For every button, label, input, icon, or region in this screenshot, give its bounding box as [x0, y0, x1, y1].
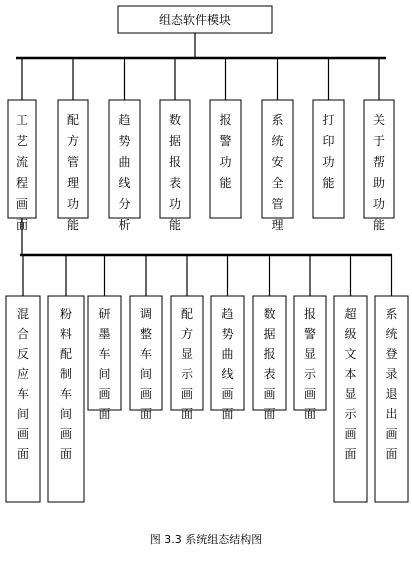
level2-label: 趋势曲线画面	[221, 307, 234, 421]
level2-node	[6, 296, 40, 502]
level2-node	[253, 296, 286, 421]
level1-label: 配方管理功能	[66, 113, 80, 232]
level1-nodes	[8, 100, 394, 232]
root-label: 组态软件模块	[158, 13, 232, 27]
level1-node	[109, 100, 140, 232]
level2-label: 系统登录退出画面	[385, 307, 398, 461]
level1-node	[8, 100, 36, 232]
level2-node	[130, 296, 162, 421]
level1-label: 趋势曲线分析	[118, 113, 131, 232]
figure-caption: 图 3.3 系统组态结构图	[149, 533, 263, 546]
level1-label: 打印功能	[322, 113, 335, 190]
level2-label: 报警显示画面	[303, 307, 317, 421]
level1-node	[58, 100, 88, 232]
level2-node	[171, 296, 203, 421]
level1-label: 报警功能	[219, 113, 232, 190]
level2-label: 配方显示画面	[180, 307, 194, 421]
level1-node	[364, 100, 394, 232]
level2-nodes	[6, 296, 408, 502]
level1-node	[160, 100, 190, 232]
level1-node	[262, 100, 293, 232]
level2-label: 研墨车间画面	[98, 307, 111, 421]
root-node	[118, 6, 272, 33]
level1-node	[210, 100, 241, 218]
level1-label: 工艺流程画面	[15, 113, 29, 232]
level2-node	[334, 296, 367, 502]
level2-label: 混合反应车间画面	[16, 307, 30, 461]
level2-label: 超级文本显示画面	[344, 307, 357, 461]
level2-node	[48, 296, 84, 502]
level1-label: 关于帮助功能	[372, 113, 386, 232]
level2-label: 粉料配制车间画面	[59, 307, 73, 461]
level2-node	[211, 296, 244, 421]
level2-node	[88, 296, 121, 421]
level1-label: 系统安全管理	[271, 113, 284, 232]
level1-label: 数据报表功能	[168, 113, 182, 232]
level2-label: 调整车间画面	[139, 307, 153, 421]
level2-node	[375, 296, 408, 502]
level2-node	[294, 296, 326, 421]
level1-node	[313, 100, 344, 218]
level2-label: 数据报表画面	[263, 307, 276, 421]
